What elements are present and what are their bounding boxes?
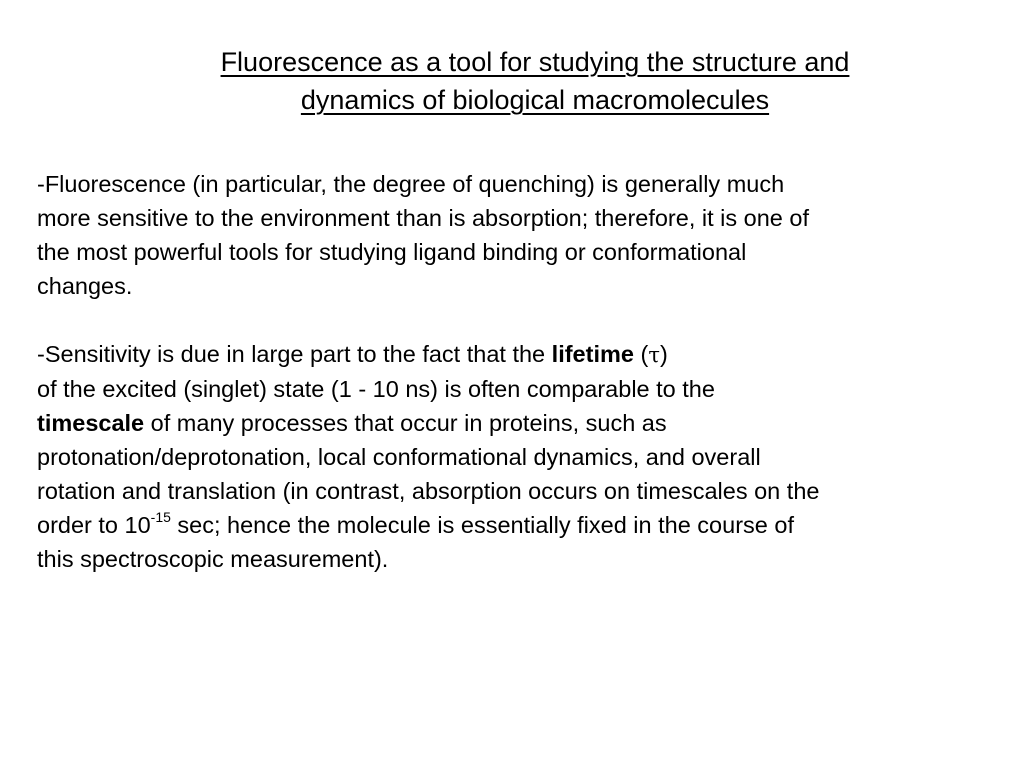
term-timescale: timescale bbox=[37, 410, 145, 436]
slide-title bbox=[90, 43, 980, 119]
text-run: -Sensitivity is due in large part to the fact that the bbox=[37, 341, 552, 367]
text-line bbox=[37, 508, 1007, 542]
text-run: order to 10 bbox=[37, 512, 151, 538]
text-line: of the excited (singlet) state (1 - 10 ns) is often comparable to the bbox=[37, 376, 715, 402]
text-run: ) bbox=[659, 341, 668, 367]
text-line: rotation and translation (in contrast, absorption occurs on timescales on the bbox=[37, 478, 820, 504]
text-run: ( bbox=[633, 341, 649, 367]
text-line: -Fluorescence (in particular, the degree of quenching) is generally much bbox=[37, 171, 785, 197]
text-line bbox=[37, 406, 1007, 440]
slide-body bbox=[37, 167, 1007, 576]
term-lifetime: lifetime bbox=[551, 341, 634, 367]
text-line: the most powerful tools for studying ligand binding or conformational bbox=[37, 239, 747, 265]
paragraph-fluorescence-sensitivity bbox=[37, 167, 1007, 303]
tau-symbol: τ bbox=[648, 343, 660, 367]
text-line: changes. bbox=[37, 273, 133, 299]
text-run: of many processes that occur in proteins, such as bbox=[144, 410, 667, 436]
text-line: more sensitive to the environment than is absorption; therefore, it is one of bbox=[37, 205, 810, 231]
text-line: this spectroscopic measurement). bbox=[37, 546, 389, 572]
text-run: sec; hence the molecule is essentially fixed in the course of bbox=[170, 512, 794, 538]
title-line-1: Fluorescence as a tool for studying the structure and bbox=[220, 47, 850, 77]
text-line: protonation/deprotonation, local conformational dynamics, and overall bbox=[37, 444, 761, 470]
exponent-superscript: -15 bbox=[150, 509, 171, 526]
text-line bbox=[37, 337, 1007, 372]
title-line-2: dynamics of biological macromolecules bbox=[300, 85, 770, 115]
paragraph-lifetime-timescale bbox=[37, 337, 1007, 576]
